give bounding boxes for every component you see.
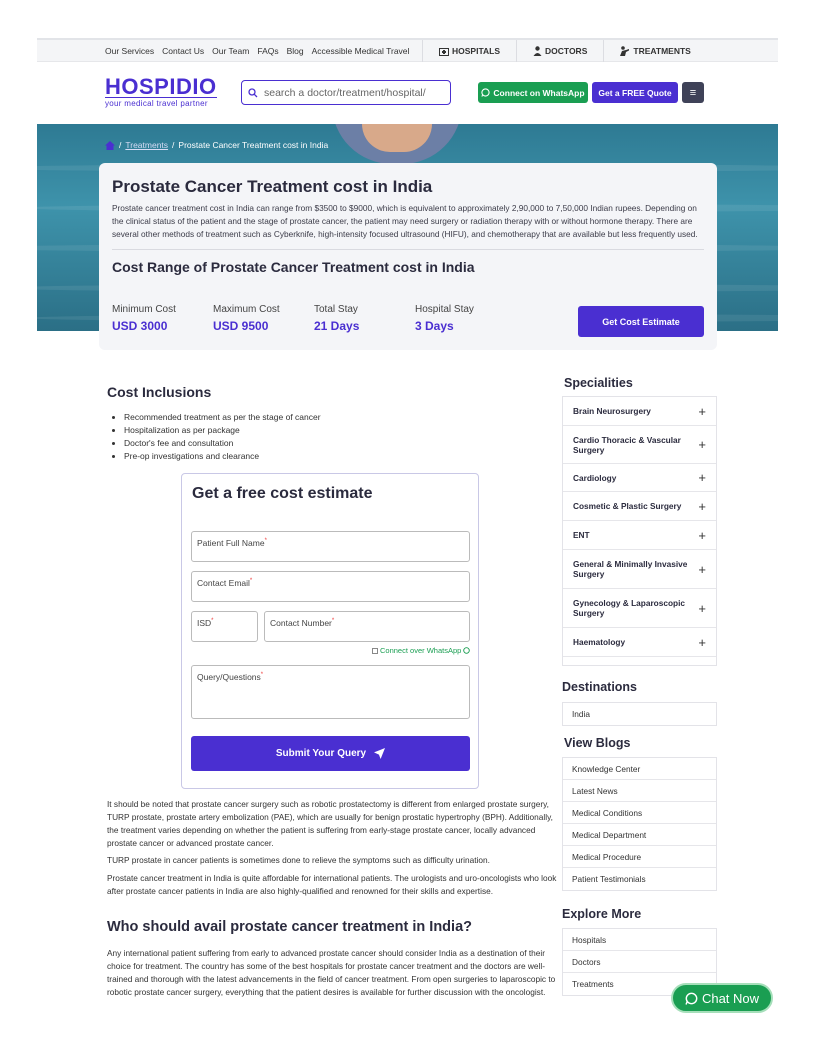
list-item[interactable]: Doctors [563,951,716,973]
cost-inclusions-title: Cost Inclusions [107,384,212,400]
free-quote-button[interactable]: Get a FREE Quote [592,82,678,103]
nav-treatments[interactable] [603,40,706,62]
nav-hospitals[interactable] [422,40,516,62]
speciality-item[interactable]: Gynecology & Laparoscopic Surgery + [563,589,716,628]
top-link-accessible[interactable]: Accessible Medical Travel [311,46,410,56]
destinations-title: Destinations [562,680,638,694]
home-icon[interactable] [105,141,115,150]
patient-name-field[interactable]: Patient Full Name* [191,531,470,562]
top-link-blog[interactable]: Blog [286,46,304,56]
nav-doctors-label: DOCTORS [545,46,588,56]
treatment-icon [620,46,630,56]
isd-field[interactable]: ISD* [191,611,258,642]
search-input[interactable] [241,80,451,105]
destinations-list [562,702,717,726]
list-item[interactable]: Patient Testimonials [572,874,646,884]
treatment-description: Prostate cancer treatment cost in India can range from $3500 to $9000, which is equivalent to approximately 2,90,000 to 7,50,000 Indian rupees. Depending on the clinical status of the patient and the stage of prostate cancer, the patient may need surgery or radiation therapy with or without hormone therapy. There are several other methods of treatment such as Cyberknife, high-intensity focused ultrasound (HIFU), and chemotherapy that are available but less frequently used. [112,203,698,239]
list-item: • Hospitalization as per package [124,424,557,437]
view-blogs-title: View Blogs [564,736,631,750]
get-cost-estimate-button[interactable]: Get Cost Estimate [578,306,704,337]
divider [112,249,704,250]
plus-icon[interactable]: + [698,437,706,452]
top-links [105,46,409,56]
menu-icon[interactable]: ≡ [682,82,704,103]
top-link-our-services[interactable]: Our Services [105,46,155,56]
speciality-item[interactable]: Cardio Thoracic & Vascular Surgery + [563,426,716,464]
speciality-item[interactable]: ENT + [563,521,716,550]
list-item[interactable]: Treatments [572,979,614,989]
specialities-list [562,396,717,666]
list-item[interactable]: Knowledge Center [563,758,716,780]
list-item[interactable]: Latest News [563,780,716,802]
blogs-list [562,757,717,891]
logo-text: HOSPIDIO [105,74,217,99]
list-item[interactable]: Medical Department [563,824,716,846]
specialities-title: Specialities [564,376,633,390]
send-icon [374,748,385,759]
list-item[interactable]: India [572,709,590,719]
plus-icon[interactable]: + [698,527,706,543]
phone-field[interactable]: Contact Number* [264,611,470,642]
cost-range-title: Cost Range of Prostate Cancer Treatment cost in India [112,259,475,275]
whatsapp-checkbox[interactable] [372,646,470,655]
hospital-stay: Hospital Stay 3 Days [415,304,474,333]
whatsapp-icon [463,647,470,654]
header [37,62,778,124]
plus-icon[interactable]: + [698,403,706,419]
speciality-item[interactable]: Cardiology + [563,464,716,492]
plus-icon[interactable]: + [698,498,706,514]
list-item: • Recommended treatment as per the stage of cancer [124,411,557,424]
plus-icon[interactable]: + [698,600,706,616]
paragraph: Any international patient suffering from early to advanced prostate cancer should consider India as a destination of their choice for treatment. The country has some of the best hospitals for prostate cancer treatment and the doctors are well-trained and thorough with the latest advancements in the field of cancer treatment. From open surgeries to laparoscopic to robotic prostate cancer surgery, everything that the patient desires is available for further discussion with the oncologist. [107,948,556,997]
submit-label: Submit Your Query [275,748,367,759]
list-item[interactable]: Medical Conditions [563,802,716,824]
cost-inclusions-list [124,411,557,463]
section-heading: Who should avail prostate cancer treatment in India? [107,919,472,935]
paragraph: Prostate cancer treatment in India is quite affordable for international patients. The urologists and uro-oncologists who look after prostate cancer patients in India are also highly-qualified and renowned for their skills and expertise. [107,873,557,896]
nav-treatments-label: TREATMENTS [633,46,691,56]
top-link-contact-us[interactable]: Contact Us [162,46,205,56]
search-icon [248,88,258,98]
list-item: • Doctor's fee and consultation [124,437,557,450]
doctor-icon [533,46,542,56]
list-item[interactable]: Medical Procedure [563,846,716,868]
logo-tagline: your medical travel partner [105,97,217,108]
chat-now-label: Chat Now [701,990,760,1006]
whatsapp-button-label: Connect on WhatsApp [493,87,585,98]
submit-query-button[interactable] [191,736,470,771]
min-cost: Minimum Cost USD 3000 [112,304,176,333]
plus-icon[interactable]: + [698,561,706,577]
cost-range [112,304,516,333]
page-title: Prostate Cancer Treatment cost in India [112,177,433,196]
whatsapp-icon [685,992,698,1005]
main-content [107,384,557,463]
explore-more-title: Explore More [562,907,642,921]
treatment-summary-card [99,163,717,350]
plus-icon[interactable]: + [698,470,706,485]
speciality-item[interactable]: Haematology + [563,628,716,657]
whatsapp-button[interactable] [478,82,588,103]
search-placeholder: search a doctor/treatment/hospital/ [264,86,426,99]
speciality-item[interactable]: Brain Neurosurgery + [563,397,716,426]
paragraph: It should be noted that prostate cancer surgery such as robotic prostatectomy is different from enlarged prostate surgery, TURP prostate, prostate artery embolization (PAE), which are usually for benign prostatic hypertrophy (BPH). Additionally, the treatment varies depending on whether the patient is suffering from early-stage prostate cancer, locally advanced prostate cancer or advanced prostate cancer. [107,799,553,848]
top-bar [37,38,778,62]
nav-hospitals-label: HOSPITALS [452,46,501,56]
breadcrumb-treatments[interactable]: Treatments [125,140,169,150]
cost-estimate-form [181,473,479,789]
list-item: • Pre-op investigations and clearance [124,450,557,463]
nav-doctors[interactable] [516,40,603,62]
top-link-faqs[interactable]: FAQs [257,46,279,56]
query-textarea[interactable]: Query/Questions* [191,665,470,719]
email-field[interactable]: Contact Email* [191,571,470,602]
breadcrumb-current: Prostate Cancer Treatment cost in India [178,140,329,150]
whatsapp-checkbox-label: Connect over WhatsApp [380,646,462,655]
speciality-item[interactable]: Cosmetic & Plastic Surgery + [563,492,716,521]
breadcrumb: / Treatments / Prostate Cancer Treatment cost in India [105,140,328,150]
list-item[interactable]: Hospitals [563,929,716,951]
top-nav [422,40,707,62]
speciality-item[interactable]: General & Minimally Invasive Surgery + [563,550,716,589]
chat-now-button[interactable] [671,983,773,1013]
paragraph: TURP prostate in cancer patients is sometimes done to relieve the symptoms such as difficulty urination. [107,855,490,865]
logo[interactable] [105,76,217,108]
total-stay: Total Stay 21 Days [314,304,360,333]
form-title: Get a free cost estimate [192,485,373,502]
checkbox-icon[interactable] [372,648,378,654]
top-link-our-team[interactable]: Our Team [212,46,250,56]
plus-icon[interactable]: + [698,634,706,650]
max-cost: Maximum Cost USD 9500 [213,304,280,333]
hospital-icon [439,47,449,56]
whatsapp-icon [481,88,490,97]
